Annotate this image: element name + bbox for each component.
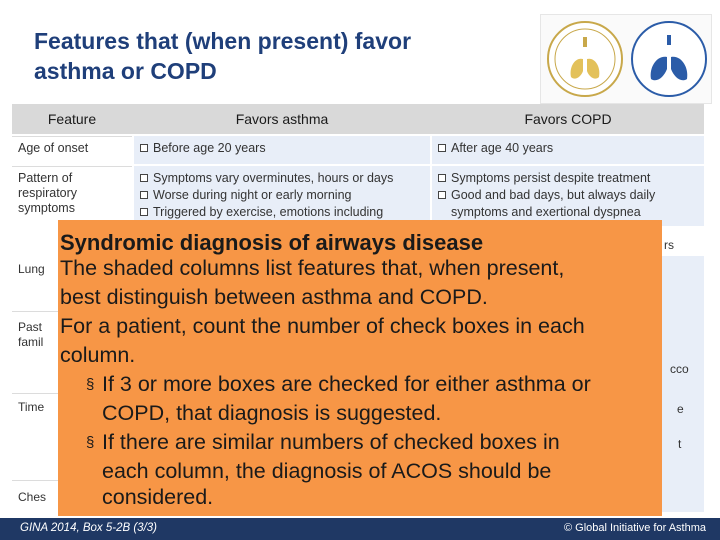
callout-line: The shaded columns list features that, when present, bbox=[60, 256, 565, 280]
table-header-row bbox=[12, 104, 704, 134]
feature-line: symptoms bbox=[18, 201, 75, 215]
partial-text-right: t bbox=[678, 437, 682, 451]
partial-text-right: e bbox=[677, 402, 684, 416]
asthma-item bbox=[140, 204, 424, 221]
copd-item bbox=[438, 170, 698, 187]
footer-source: GINA 2014, Box 5-2B (3/3) bbox=[20, 522, 158, 534]
header-favors-copd: Favors COPD bbox=[524, 111, 612, 127]
callout-line: column. bbox=[60, 343, 136, 367]
callout-line: For a patient, count the number of check boxes in each bbox=[60, 314, 585, 338]
feature-cell: Age of onset bbox=[12, 136, 132, 164]
asthma-item-text: Triggered by exercise, emotions including bbox=[153, 205, 384, 219]
feature-line: Pattern of bbox=[18, 171, 73, 185]
global-initiative-for-asthma-logo bbox=[629, 19, 709, 99]
copd-item-text: Good and bad days, but always daily bbox=[451, 188, 656, 202]
logo-panel bbox=[540, 14, 712, 104]
copd-item bbox=[438, 187, 698, 204]
asthma-item bbox=[140, 187, 424, 204]
callout-bullet bbox=[86, 370, 591, 399]
table-row-age-of-onset bbox=[12, 136, 704, 164]
syndromic-diagnosis-callout bbox=[58, 220, 662, 516]
checkbox-icon bbox=[140, 144, 148, 152]
partial-text-right: cco bbox=[670, 362, 689, 376]
header-favors-asthma: Favors asthma bbox=[235, 111, 329, 127]
hidden-rows-copd-column bbox=[660, 256, 704, 512]
callout-bullet-text: If there are similar numbers of checked boxes in bbox=[102, 430, 560, 454]
checkbox-icon bbox=[438, 191, 446, 199]
bullet-icon: § bbox=[86, 376, 95, 393]
row-divider bbox=[12, 393, 58, 394]
callout-bullet-text: If 3 or more boxes are checked for either asthma or bbox=[102, 372, 591, 396]
asthma-item bbox=[140, 140, 424, 157]
callout-bullet-continuation: each column, the diagnosis of ACOS should be bbox=[102, 459, 552, 483]
title-line-2: asthma or COPD bbox=[34, 58, 217, 84]
partial-label-time: Time bbox=[18, 400, 45, 414]
callout-bullet-continuation: COPD, that diagnosis is suggested. bbox=[102, 401, 442, 425]
callout-heading: Syndromic diagnosis of airways disease bbox=[60, 230, 484, 255]
title-line-1: Features that (when present) favor bbox=[34, 28, 412, 54]
gina-lungs-seal-logo bbox=[545, 19, 625, 99]
partial-text-right: rs bbox=[664, 238, 674, 252]
row-divider bbox=[12, 311, 58, 312]
asthma-item-text: Symptoms vary overminutes, hours or days bbox=[153, 171, 394, 185]
copd-item-text: Symptoms persist despite treatment bbox=[451, 171, 651, 185]
row-divider bbox=[12, 480, 58, 481]
hidden-rows-feature-column bbox=[12, 256, 58, 512]
partial-label-past: Past bbox=[18, 320, 43, 334]
asthma-cell bbox=[134, 166, 430, 226]
copd-item bbox=[438, 140, 698, 157]
feature-line: respiratory bbox=[18, 186, 78, 200]
callout-bullet bbox=[86, 428, 560, 457]
partial-label-family: famil bbox=[18, 335, 44, 349]
asthma-item-text: Worse during night or early morning bbox=[153, 188, 352, 202]
callout-line: best distinguish between asthma and COPD. bbox=[60, 285, 488, 309]
slide-title bbox=[34, 26, 534, 86]
checkbox-icon bbox=[438, 144, 446, 152]
asthma-cell bbox=[134, 136, 430, 164]
partial-label-lung: Lung bbox=[18, 262, 45, 276]
bullet-icon: § bbox=[86, 434, 95, 451]
copd-cell bbox=[432, 166, 704, 226]
partial-label-chest: Ches bbox=[18, 490, 47, 504]
footer-copyright: © Global Initiative for Asthma bbox=[563, 522, 706, 534]
header-feature: Feature bbox=[47, 111, 97, 127]
asthma-item bbox=[140, 170, 424, 187]
footer-bar bbox=[0, 518, 720, 540]
checkbox-icon bbox=[140, 208, 148, 216]
checkbox-icon bbox=[140, 191, 148, 199]
checkbox-icon bbox=[140, 174, 148, 182]
feature-cell bbox=[12, 166, 132, 226]
callout-bullet-continuation: considered. bbox=[102, 485, 214, 509]
table-row-pattern-of-symptoms bbox=[12, 166, 704, 226]
asthma-item-text: Before age 20 years bbox=[153, 141, 266, 155]
copd-item-continuation: symptoms and exertional dyspnea bbox=[451, 205, 641, 219]
checkbox-icon bbox=[438, 174, 446, 182]
copd-cell bbox=[432, 136, 704, 164]
copd-item-text: After age 40 years bbox=[451, 141, 554, 155]
